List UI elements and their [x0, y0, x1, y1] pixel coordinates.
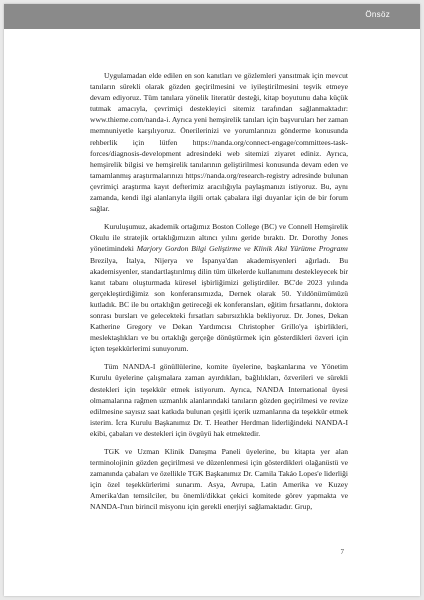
running-header-title: Önsöz	[365, 10, 390, 19]
body-text	[90, 70, 348, 513]
paragraph-2	[90, 221, 348, 354]
document-page	[4, 4, 420, 596]
paragraph-3: Tüm NANDA-I gönüllülerine, komite üyelerine, başkanlarına ve Yönetim Kurulu üyelerine çalışmalara zaman ayırdıkları, bağlılıkları, özverileri ve sürekli destekleri için teşekkür etmek istiyorum. Ayrıca, NANDA International üyesi olmamalarına rağmen uzmanlık alanlarındaki tanıların gözden geçirilmesi ve revize edilmesine sayısız saat katkıda bulunan çeşitli içerik uzmanlarına da teşekkür etmek isterim. İcra Kurulu Başkanımız Dr. T. Heather Herdman liderliğindeki NANDA-I ekibi, çabaları ve destekleri için övgüyü hak etmektedir.	[90, 362, 348, 438]
paragraph-2-before: Kuruluşumuz, akademik ortağımız Boston College (BC) ve Connell Hemşirelik Okulu ile stratejik ortaklığımızın altıncı yılını geride bıraktı. Dr. Dorothy Jones yönetimindeki	[90, 222, 348, 254]
paragraph-1: Uygulamadan elde edilen en son kanıtları ve gözlemleri yansıtmak için mevcut tanıların sürekli olarak gözden geçirilmesini ve iyileştirilmesini teşvik etmeye devam ediyoruz. Tüm tanılara yönelik literatür desteği, kitap boyutunu daha küçük tutmak amacıyla, çevrimiçi destekleyici sitemiz tarafından sağlanmaktadır: www.thieme.com/nanda-i. Ayrıca yeni hemşirelik tanıları için başvuruları her zaman memnuniyetle karşılıyoruz. Önerilerinizi ve yorumlarınızı gönderme konusunda rehberlik için lütfen https://nanda.org/connect-engage/committees-task-forces/diagnosis-development adresindeki web sitemizi ziyaret ediniz. Ayrıca, hemşirelik bilgisi ve hemşirelik tanılarının geliştirilmesi konusunda devam eden ve tamamlanmış araştırmalarınızı https://nanda.org/research-registry adresinde bulunan çevrimiçi araştırma kayıt defterimiz aracılığıyla paylaşmanızı istiyoruz. Bu, aynı zamanda, kendi ilgi alanlarıyla ilgili ortak çabalara ilgi duyanlar için de bir forum sağlar.	[90, 71, 348, 214]
paragraph-2-after: Brezilya, İtalya, Nijerya ve İspanya'dan akademisyenleri ağırladı. Bu akademisyenler, standartlaştırılmış dilin tüm ülkelerde kullanımını destekleyecek bir kanıt tabanı oluşturmada küresel işbirliğimizi geliştirdiler. BC'de 2023 yılında gerçekleştirdiğimiz son konferansımızda, Dernek olarak 50. Yıldönümümüzü kutladık. BC ile bu ortaklığın getireceği ek konferansları, eğitim fırsatlarını, doktora sonrası bursları ve gelecekteki fırsatları sabırsızlıkla bekliyoruz. Dr. Jones, Dekan Katherine Gregory ve Dekan Yardımcısı Christopher Grillo'ya işbirlikleri, meslektaşlıkları ve bu ortaklığı gerçeğe dönüştürmek için gösterdikleri özveri için içten teşekkürlerimi sunuyorum.	[90, 255, 348, 354]
paragraph-4: TGK ve Uzman Klinik Danışma Paneli üyelerine, bu kitapta yer alan terminolojinin gözden geçirilmesi ve düzenlenmesi için gösterdikleri olağanüstü ve zamanında çabaları ve özellikle TGK Başkanımız Dr. Camila Takáo Lopes'e liderliği için özel teşekkürlerimi sunarım. Asya, Avrupa, Latin Amerika ve Kuzey Amerika'dan temsilciler, bu önemli/dikkat çekici komitede görev yapmakta ve NANDA-I'nın birincil misyonu için gerekli enerjiyi sağlamaktadır. Grup,	[90, 447, 348, 512]
page-number: 7	[340, 548, 344, 556]
program-title: Marjory Gordon Bilgi Geliştirme ve Klinik Akıl Yürütme Programı	[136, 244, 348, 254]
header-bar	[4, 4, 420, 29]
